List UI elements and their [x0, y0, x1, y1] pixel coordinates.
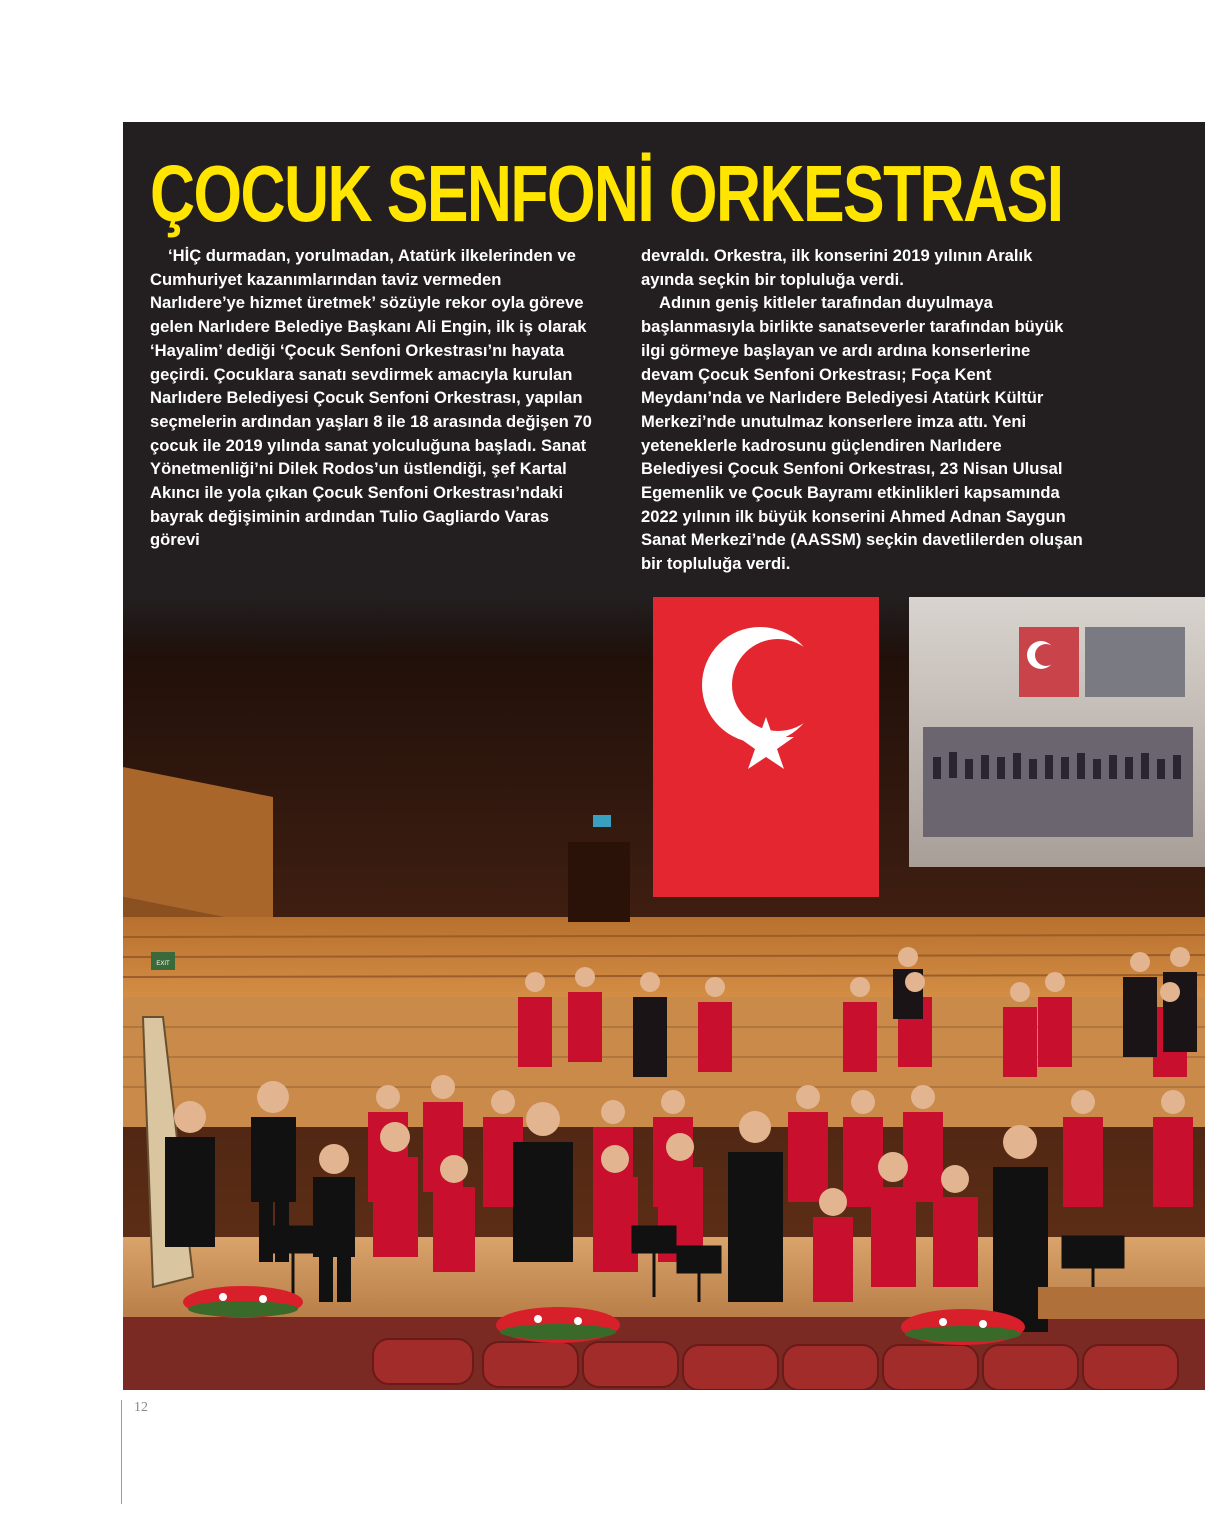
page-gutter-line: [121, 1400, 122, 1504]
page-number: 12: [134, 1400, 148, 1415]
exit-sign-label: EXIT: [156, 961, 170, 967]
right-column-continuation: devraldı. Orkestra, ilk konserini 2019 yılının Aralık ayında seçkin bir topluluğa verdi.: [641, 246, 1033, 289]
left-column: [150, 244, 595, 552]
article-title: ÇOCUK SENFONİ ORKESTRASI: [150, 149, 1063, 238]
right-column-paragraph: Adının geniş kitleler tarafından duyulmaya başlanmasıyla birlikte sanatseverler tarafından büyük ilgi görmeye başlayan ve ardı ardına konserlerine devam Çocuk Senfoni Orkestrası; Foça Kent Meydanı’nda ve Narlıdere Belediyesi Atatürk Kültür Merkezi’nde unutulmaz konserlere imza attı. Yeni yeteneklerle kadrosunu güçlendiren Narlıdere Belediyesi Çocuk Senfoni Orkestrası, 23 Nisan Ulusal Egemenlik ve Çocuk Bayramı etkinlikleri kapsamında 2022 yılının ilk büyük konserini Ahmed Adnan Saygun Sanat Merkezi’nde (AASSM) seçkin davetlilerden oluşan bir topluluğa verdi.: [641, 293, 1083, 574]
exit-sign-icon: [593, 815, 611, 827]
article-panel: [123, 122, 1205, 1390]
left-column-text: ‘HİÇ durmadan, yorulmadan, Atatürk ilkelerinden ve Cumhuriyet kazanımlarından taviz vermeden Narlıdere’ye hizmet üretmek’ sözüyle rekor oyla göreve gelen Narlıdere Belediye Başkanı Ali Engin, ilk iş olarak ‘Hayalim’ dediği ‘Çocuk Senfoni Orkestrası’nı hayata geçirdi. Çocuklara sanatı sevdirmek amacıyla kurulan Narlıdere Belediyesi Çocuk Senfoni Orkestrası, yapılan seçmelerin ardından yaşları 8 ile 18 arasında değişen 70 çocuk ile 2019 yılında sanat yolculuğuna başladı. Sanat Yönetmenliği’ni Dilek Rodos’un üstlendiği, şef Kartal Akıncı ile yola çıkan Çocuk Senfoni Orkestrası’ndaki bayrak değişiminin ardından Tulio Gagliardo Varas görevi: [150, 246, 592, 550]
right-column: [641, 244, 1086, 576]
orchestra-concert-photo: [123, 597, 1205, 1390]
